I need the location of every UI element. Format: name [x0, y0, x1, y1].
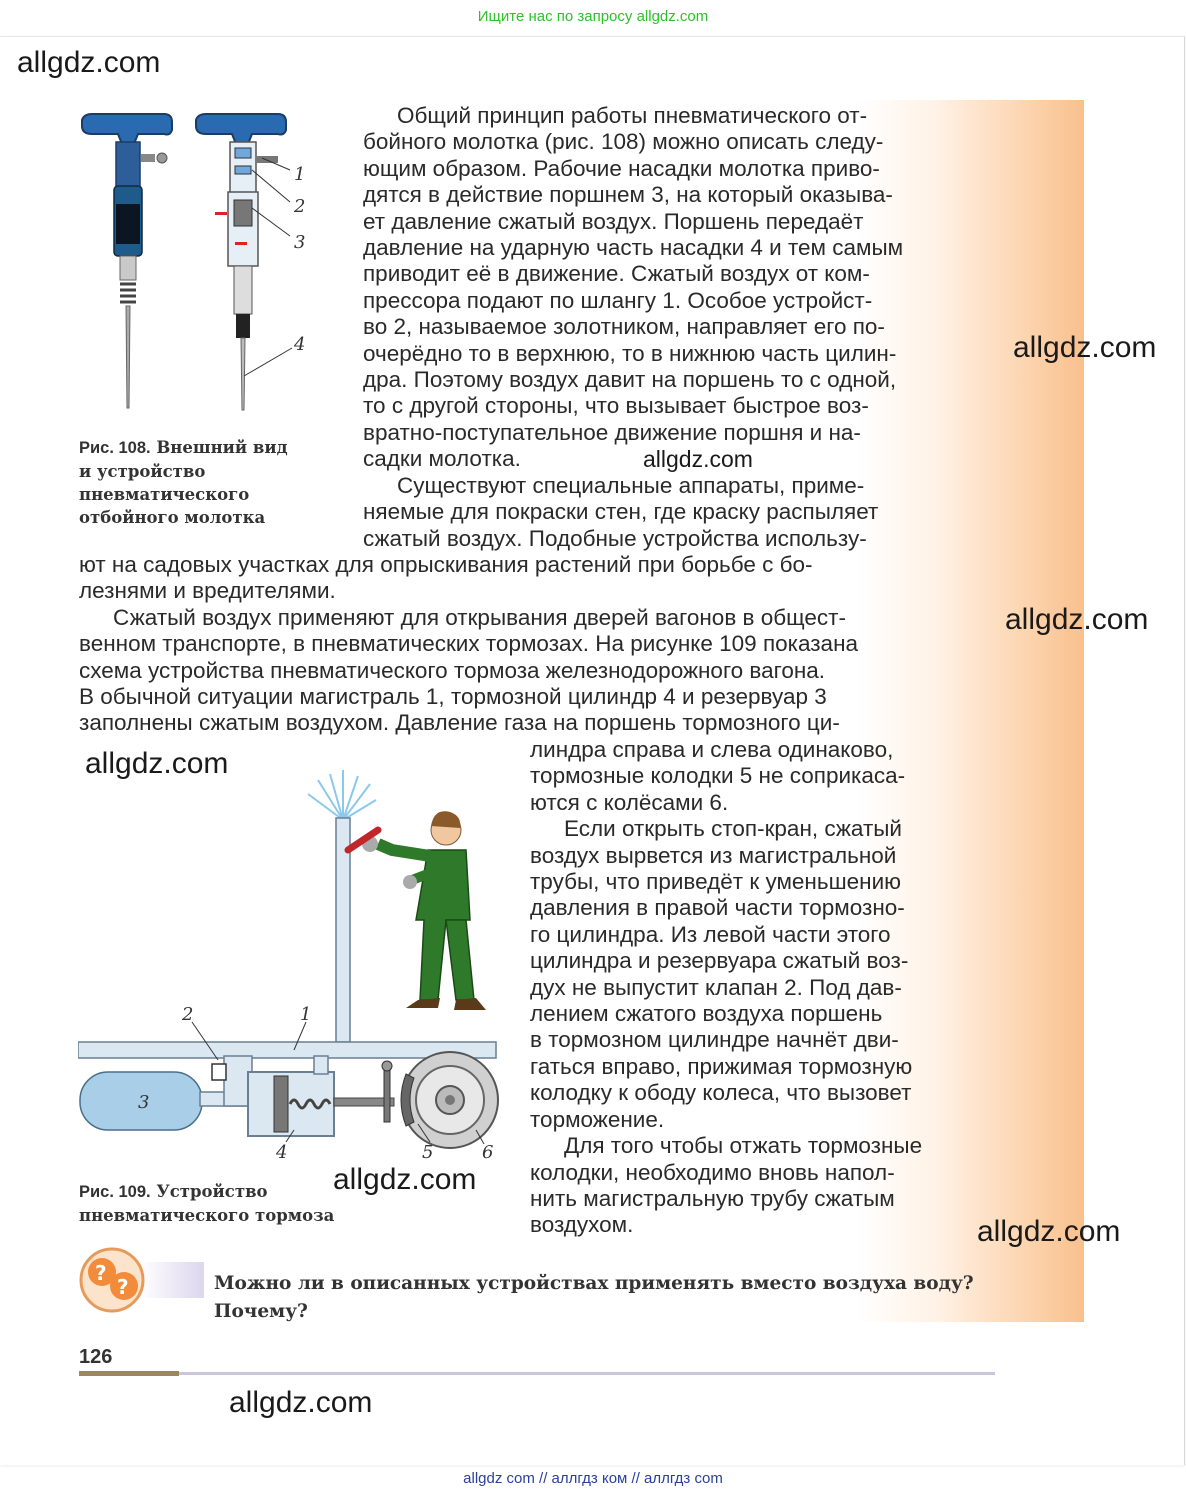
text-line: цилиндра и резервуара сжатый воз-: [530, 948, 909, 974]
text-line: колодки, необходимо вновь напол-: [530, 1159, 895, 1185]
text-line: приводит её в движение. Сжатый воздух от ком-: [363, 261, 870, 287]
text-line: давление на ударную часть насадки 4 и тем самым: [363, 235, 904, 261]
fig109-illustration: [78, 770, 508, 1170]
text-line: заполнены сжатым воздухом. Давление газа на поршень тормозного ци-: [79, 710, 840, 736]
fig108-caption-line: и устройство: [79, 462, 206, 481]
text-line: трубы, что приведёт к уменьшению: [530, 869, 902, 895]
text-line: во 2, называемое золотником, направляет его по-: [363, 314, 885, 340]
question-mark: ?: [95, 1261, 107, 1285]
question-text: [214, 1270, 1014, 1326]
text-line: ют на садовых участках для опрыскивания растений при борьбе с бо-: [79, 552, 813, 577]
text-line: венном транспорте, в пневматических тормозах. На рисунке 109 показана: [79, 631, 859, 657]
watermark: allgdz.com: [229, 1386, 373, 1419]
text-line: торможение.: [530, 1106, 665, 1132]
text-line: Существуют специальные аппараты, приме-: [397, 472, 865, 498]
text-line: Общий принцип работы пневматического от-: [397, 103, 868, 128]
fig108-caption-line: Внешний вид: [150, 438, 288, 457]
text-line: дятся в действие поршнем 3, на который оказыва-: [363, 182, 893, 208]
fig108-label: Рис. 108.: [79, 439, 151, 457]
fig108-callout-4: 4: [294, 334, 306, 355]
fig109-label: Рис. 109.: [79, 1183, 151, 1201]
text-line: садки молотка.: [363, 446, 521, 472]
text-line: няемые для покраски стен, где краску распыляет: [363, 499, 879, 525]
watermark: allgdz.com: [85, 747, 229, 780]
text-line: схема устройства пневматического тормоза железнодорожного вагона.: [79, 657, 826, 683]
fig108-caption-line: отбойного молотка: [79, 508, 266, 527]
watermark: allgdz.com: [643, 446, 753, 472]
fig108-callout-1: 1: [294, 164, 306, 185]
text-line: гаться вправо, прижимая тормозную: [530, 1053, 913, 1079]
text-top-right: [363, 103, 981, 552]
question-line: Почему?: [214, 1301, 308, 1322]
jackhammer-exterior: [82, 114, 172, 408]
watermark: allgdz.com: [977, 1215, 1121, 1248]
watermark: allgdz.com: [1013, 331, 1157, 364]
fig108-callout-3: 3: [294, 232, 306, 253]
text-line: Сжатый воздух применяют для открывания дверей вагонов в общест-: [113, 604, 846, 630]
fig109-callout-5: 5: [422, 1142, 434, 1163]
jackhammer-cutaway: [196, 114, 286, 410]
watermark: allgdz.com: [17, 46, 161, 79]
text-line: Если открыть стоп-кран, сжатый: [564, 816, 902, 842]
text-line: ет давление сжатый воздух. Поршень передаёт: [363, 208, 864, 234]
question-line: Можно ли в описанных устройствах применять вместо воздуха воду?: [214, 1273, 974, 1294]
text-line: то с другой стороны, что вызывает быстрое воз-: [363, 393, 869, 419]
watermark: allgdz.com: [333, 1163, 477, 1196]
watermark: allgdz.com: [1005, 603, 1149, 636]
fig108-illustration: [72, 108, 322, 420]
text-line: вратно-поступательное движение поршня и на-: [363, 419, 861, 445]
fig108-caption: [79, 436, 349, 529]
text-line: очерёдно то в верхнюю, то в нижнюю часть цилин-: [363, 340, 897, 366]
fig109-callout-3: 3: [138, 1092, 150, 1113]
text-line: линдра справа и слева одинаково,: [530, 737, 894, 762]
text-line: бойного молотка (рис. 108) можно описать следу-: [363, 129, 884, 155]
text-full-width: [79, 552, 981, 737]
text-line: в тормозном цилиндре начнёт дви-: [530, 1027, 899, 1053]
text-line: воздухом.: [530, 1212, 634, 1238]
text-line: ются с колёсами 6.: [530, 789, 729, 815]
text-line: В обычной ситуации магистраль 1, тормозной цилиндр 4 и резервуар 3: [79, 684, 827, 710]
top-banner[interactable]: Ищите нас по запросу allgdz.com: [477, 8, 709, 25]
question-mark: ?: [117, 1275, 129, 1299]
text-line: лением сжатого воздуха поршень: [530, 1001, 883, 1027]
fig109-caption-line: пневматического тормоза: [79, 1206, 335, 1225]
fig108-caption-line: пневматического: [79, 485, 250, 504]
text-bottom-right: [530, 737, 981, 1239]
fig109-callout-1: 1: [300, 1004, 312, 1025]
text-line: воздух вырвется из магистральной: [530, 842, 897, 868]
text-line: дух не выпустит клапан 2. Под дав-: [530, 974, 902, 1000]
text-line: Для того чтобы отжать тормозные: [564, 1133, 923, 1159]
footer-links[interactable]: allgdz com // аллгдз ком // аллгдз com: [463, 1470, 723, 1487]
page-rule: [179, 1372, 995, 1375]
text-line: сжатый воздух. Подобные устройства использу-: [363, 525, 867, 551]
fig109-caption-line: Устройство: [150, 1182, 268, 1201]
question-icon: [78, 1246, 150, 1314]
fig109-callout-6: 6: [482, 1142, 494, 1163]
text-line: дра. Поэтому воздух давит на поршень то с одной,: [363, 367, 897, 393]
text-line: нить магистральную трубу сжатым: [530, 1185, 895, 1211]
text-line: прессора подают по шлангу 1. Особое устройст-: [363, 287, 873, 313]
text-line: колодку к ободу колеса, что вызовет: [530, 1080, 912, 1106]
fig108-callout-2: 2: [294, 196, 306, 217]
fig109-callout-2: 2: [182, 1004, 194, 1025]
text-line: тормозные колодки 5 не соприкаса-: [530, 763, 906, 789]
fig109-callout-4: 4: [276, 1142, 288, 1163]
text-line: лезнями и вредителями.: [79, 578, 336, 604]
page-rule-accent: [79, 1371, 179, 1376]
page-number: 126: [79, 1346, 113, 1368]
air-spray: [308, 770, 376, 820]
worker-figure: [348, 811, 486, 1010]
text-line: ющим образом. Рабочие насадки молотка приво-: [363, 155, 880, 181]
text-line: давления в правой части тормозно-: [530, 895, 905, 921]
text-line: го цилиндра. Из левой части этого: [530, 921, 891, 947]
